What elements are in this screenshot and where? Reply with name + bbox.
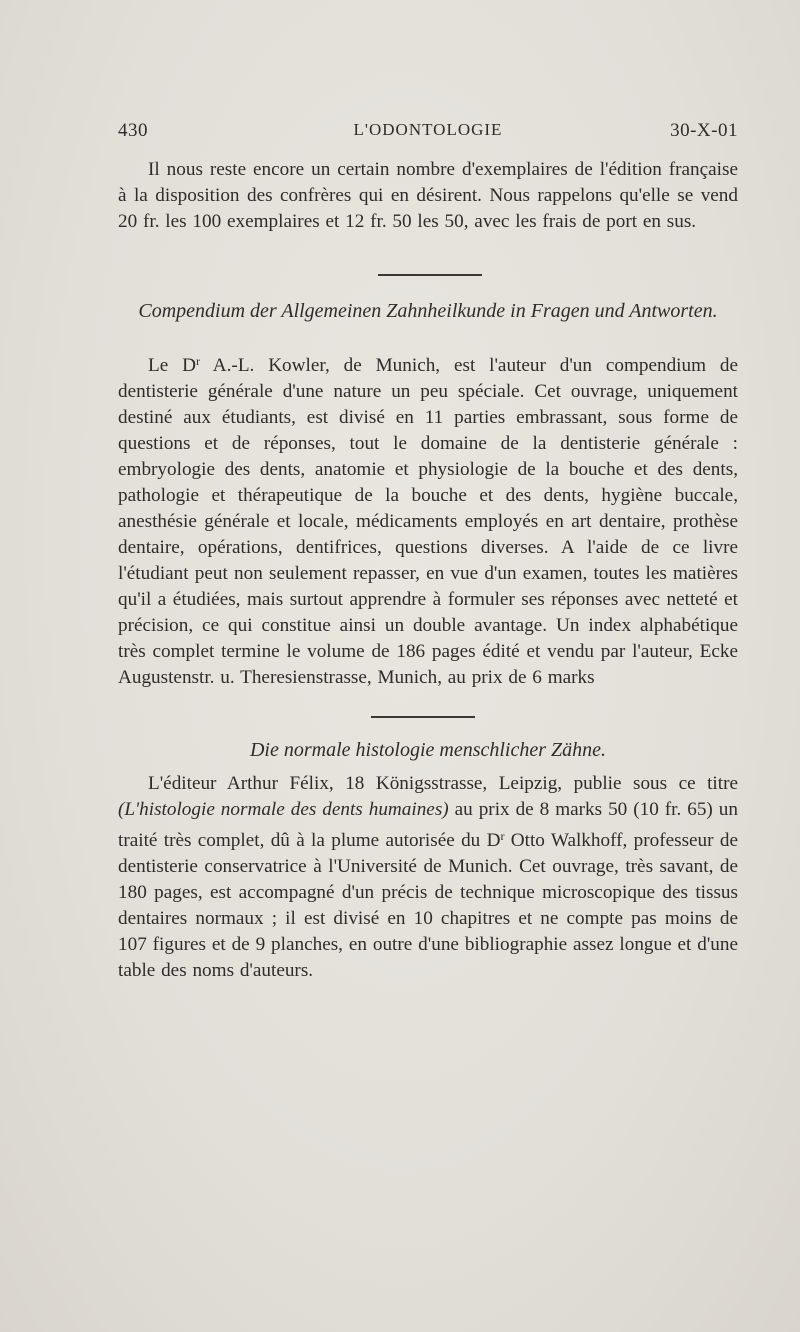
section-title-compendium: Compendium der Allgemeinen Zahnheilkunde in Fragen und Antworten. bbox=[138, 300, 718, 322]
histologie-part2: au prix de 8 marks 50 (10 fr. 65) un traité très complet, dû à la plume autorisée du D bbox=[118, 799, 738, 851]
running-header bbox=[118, 120, 738, 144]
notice-text: Il nous reste encore un certain nombre d'exemplaires de l'édition française à la disposition des confrères qui en désirent. Nous rappelons qu'elle se vend 20 fr. les 100 exemplaires et 12 fr. 50 les 50, avec les frais de port en sus. bbox=[118, 159, 738, 232]
section-divider bbox=[378, 274, 482, 276]
compendium-lead-superscript: r bbox=[195, 354, 200, 368]
issue-date: 30-X-01 bbox=[670, 120, 738, 141]
histologie-superscript: r bbox=[500, 829, 505, 843]
page-number: 430 bbox=[118, 120, 148, 141]
section-divider bbox=[371, 716, 475, 718]
compendium-body: A.-L. Kowler, de Munich, est l'auteur d'un compendium de dentisterie générale d'une nature un peu spéciale. Cet ouvrage, uniquement destiné aux étudiants, est divisé en 11 parties embrassant, sous forme de questions et de réponses, tout le domaine de la dentisterie générale : embryologie des dents, anatomie et physiologie de la bouche et des dents, pathologie et thérapeutique de la bouche et des dents, hygiène buccale, anesthésie générale et locale, médicaments employés en art dentaire, prothèse dentaire, opérations, dentifrices, questions diverses. A l'aide de ce livre l'étudiant peut non seulement repasser, en vue d'un examen, toutes les matières qu'il a étudiées, mais surtout apprendre à formuler ses réponses avec netteté et précision, ce qui constitue ainsi un double avantage. Un index alphabétique très complet termine le volume de 186 pages édité et vendu par l'auteur, Ecke Augustenstr. u. Theresienstrasse, Munich, au prix de 6 marks bbox=[118, 355, 739, 688]
section-title-histologie: Die normale histologie menschlicher Zähne. bbox=[249, 739, 607, 761]
histologie-part1: L'éditeur Arthur Félix, 18 Königsstrasse, Leipzig, publie sous ce titre bbox=[148, 773, 738, 794]
histologie-part3: Otto Walkhoff, professeur de dentisterie conservatrice à l'Université de Munich. Cet ouvrage, très savant, de 180 pages, est accompagné d'un précis de technique microscopique des tissus dentaires normaux ; il est divisé en 10 chapitres et ne compte pas moins de 107 figures et de 9 planches, en outre d'une bibliographie assez longue et d'une table des noms d'auteurs. bbox=[118, 830, 738, 981]
histologie-italic-title: (L'histologie normale des dents humaines) bbox=[118, 799, 449, 820]
compendium-paragraph bbox=[118, 348, 738, 691]
journal-title: L'ODONTOLOGIE bbox=[353, 120, 503, 139]
notice-paragraph bbox=[118, 157, 738, 235]
compendium-lead: Le D bbox=[148, 355, 196, 376]
histologie-paragraph bbox=[118, 771, 738, 984]
